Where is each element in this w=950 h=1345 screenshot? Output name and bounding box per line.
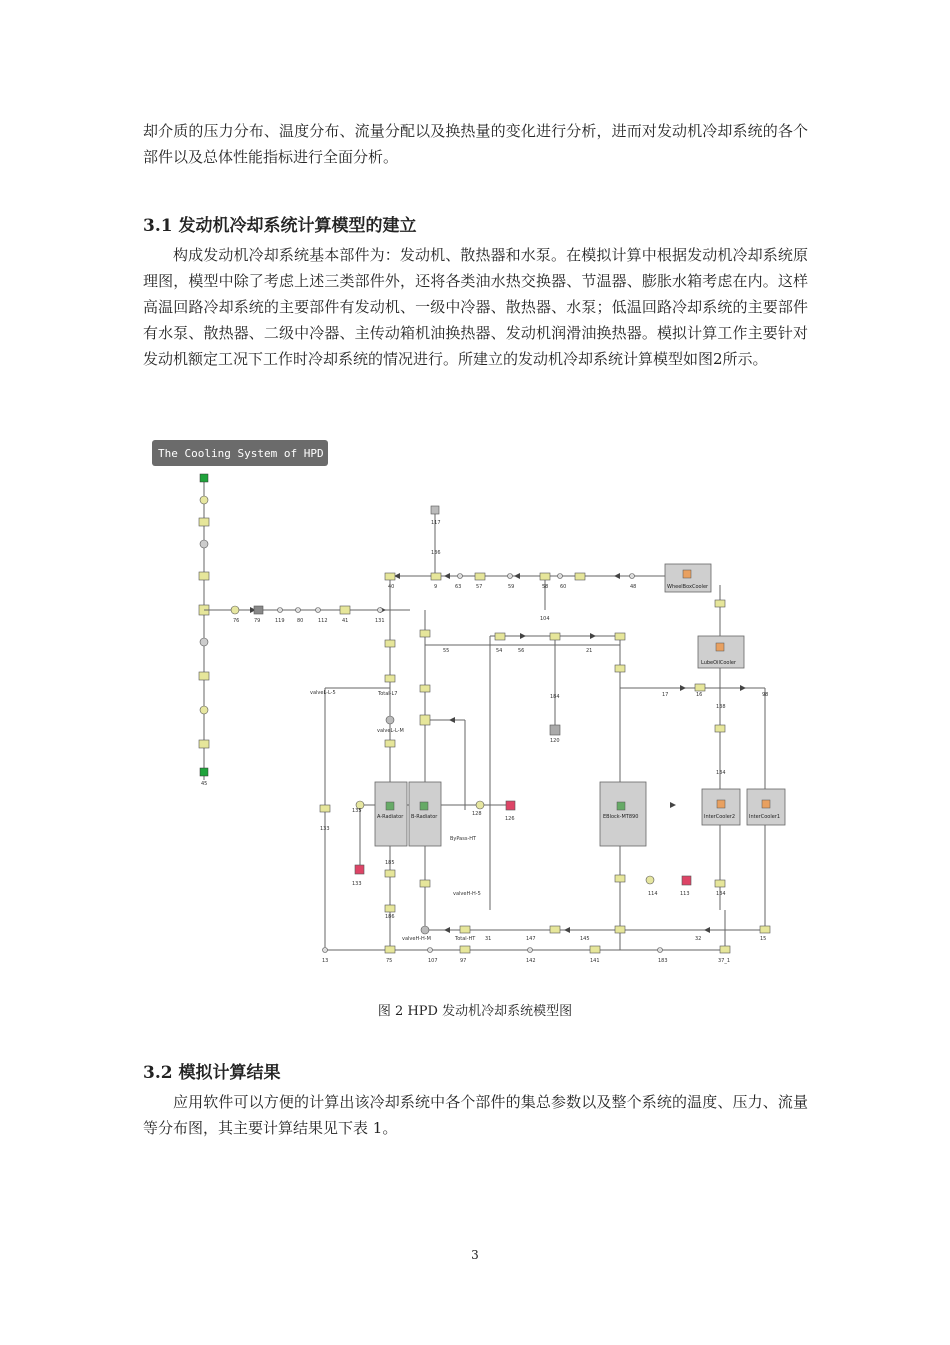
svg-text:141: 141 (590, 958, 600, 964)
svg-text:13: 13 (322, 958, 329, 964)
svg-text:75: 75 (386, 958, 393, 964)
svg-text:Total-HT: Total-HT (455, 936, 476, 942)
svg-text:97: 97 (460, 958, 467, 964)
cooling-system-model-figure (150, 440, 800, 970)
svg-text:ByPass-HT: ByPass-HT (450, 836, 477, 842)
svg-text:InterCooler1: InterCooler1 (749, 814, 781, 820)
system-title: The Cooling System of HPD (158, 447, 324, 460)
svg-text:76: 76 (233, 618, 240, 624)
svg-text:Total-L7: Total-L7 (378, 691, 398, 697)
svg-text:48: 48 (630, 584, 637, 590)
svg-text:21: 21 (586, 648, 593, 654)
svg-text:186: 186 (385, 914, 395, 920)
section-3-1-heading: 3.1 发动机冷却系统计算模型的建立 (143, 216, 417, 236)
svg-text:37_1: 37_1 (718, 958, 731, 964)
svg-text:58: 58 (542, 584, 549, 590)
svg-text:114: 114 (648, 891, 658, 897)
svg-text:55: 55 (443, 648, 450, 654)
svg-text:EBlock-MT890: EBlock-MT890 (603, 814, 639, 820)
svg-text:133: 133 (352, 881, 362, 887)
svg-text:147: 147 (526, 936, 536, 942)
svg-text:134: 134 (716, 770, 726, 776)
section-3-1-paragraph: 构成发动机冷却系统基本部件为：发动机、散热器和水泵。在模拟计算中根据发动机冷却系统原理图，模型中除了考虑上述三类部件外，还将各类油水热交换器、节温器、膨胀水箱考虑在内。这样高温回路冷却系统的主要部件有发动机、一级中冷器、散热器、水泵；低温回路冷却系统的主要部件有水泵、散热器、二级中冷器、主传动箱机油换热器、发动机润滑油换热器。模拟计算工作主要针对发动机额定工况下工作时冷却系统的情况进行。所建立的发动机冷却系统计算模型如图2所示。 (143, 246, 808, 368)
svg-text:112: 112 (318, 618, 328, 624)
svg-text:valveH-H-M: valveH-H-M (402, 936, 431, 942)
system-title-box (152, 440, 328, 466)
svg-text:40: 40 (388, 584, 395, 590)
svg-text:valveH-H-5: valveH-H-5 (453, 891, 481, 897)
svg-text:113: 113 (680, 891, 690, 897)
flow-arrows (250, 573, 746, 933)
svg-text:133: 133 (320, 826, 330, 832)
svg-text:45: 45 (201, 781, 208, 787)
svg-text:InterCooler2: InterCooler2 (704, 814, 736, 820)
svg-text:41: 41 (342, 618, 349, 624)
svg-text:134: 134 (716, 891, 726, 897)
svg-text:A-Radiator: A-Radiator (377, 814, 404, 820)
intro-paragraph: 却介质的压力分布、温度分布、流量分配以及换热量的变化进行分析，进而对发动机冷却系统的各个部件以及总体性能指标进行全面分析。 (143, 122, 808, 166)
svg-text:117: 117 (431, 520, 441, 526)
svg-text:79: 79 (254, 618, 261, 624)
svg-text:136: 136 (431, 550, 441, 556)
svg-text:128: 128 (472, 811, 482, 817)
svg-text:54: 54 (496, 648, 503, 654)
svg-text:120: 120 (550, 738, 560, 744)
svg-text:126: 126 (505, 816, 515, 822)
page-number: 3 (471, 1248, 479, 1262)
svg-text:17: 17 (662, 692, 669, 698)
svg-text:56: 56 (518, 648, 525, 654)
figure-caption: 图 2 HPD 发动机冷却系统模型图 (377, 1004, 573, 1019)
svg-text:LubeOilCooler: LubeOilCooler (701, 660, 736, 666)
svg-text:60: 60 (560, 584, 567, 590)
section-3-2-paragraph: 应用软件可以方便的计算出该冷却系统中各个部件的集总参数以及整个系统的温度、压力、流量等分布图，其主要计算结果见下表 1。 (143, 1093, 808, 1137)
svg-text:184: 184 (550, 694, 560, 700)
section-3-2-heading: 3.2 模拟计算结果 (143, 1063, 281, 1083)
svg-text:138: 138 (716, 704, 726, 710)
svg-text:32: 32 (695, 936, 702, 942)
svg-text:135: 135 (352, 808, 362, 814)
svg-text:valveL-L-M: valveL-L-M (377, 728, 404, 734)
svg-text:16: 16 (696, 692, 703, 698)
svg-text:145: 145 (580, 936, 590, 942)
svg-text:119: 119 (275, 618, 285, 624)
svg-text:9: 9 (434, 584, 438, 590)
svg-text:WheelBoxCooler: WheelBoxCooler (667, 584, 709, 590)
svg-text:80: 80 (297, 618, 304, 624)
svg-text:59: 59 (508, 584, 515, 590)
svg-text:15: 15 (760, 936, 767, 942)
svg-text:valveL-L-5: valveL-L-5 (310, 690, 336, 696)
svg-text:98: 98 (762, 692, 769, 698)
svg-text:131: 131 (375, 618, 385, 624)
svg-text:63: 63 (455, 584, 462, 590)
svg-text:183: 183 (658, 958, 668, 964)
svg-text:31: 31 (485, 936, 492, 942)
svg-text:104: 104 (540, 616, 550, 622)
svg-text:107: 107 (428, 958, 438, 964)
svg-text:142: 142 (526, 958, 536, 964)
svg-text:B-Radiator: B-Radiator (411, 814, 438, 820)
svg-text:57: 57 (476, 584, 483, 590)
svg-text:185: 185 (385, 860, 395, 866)
